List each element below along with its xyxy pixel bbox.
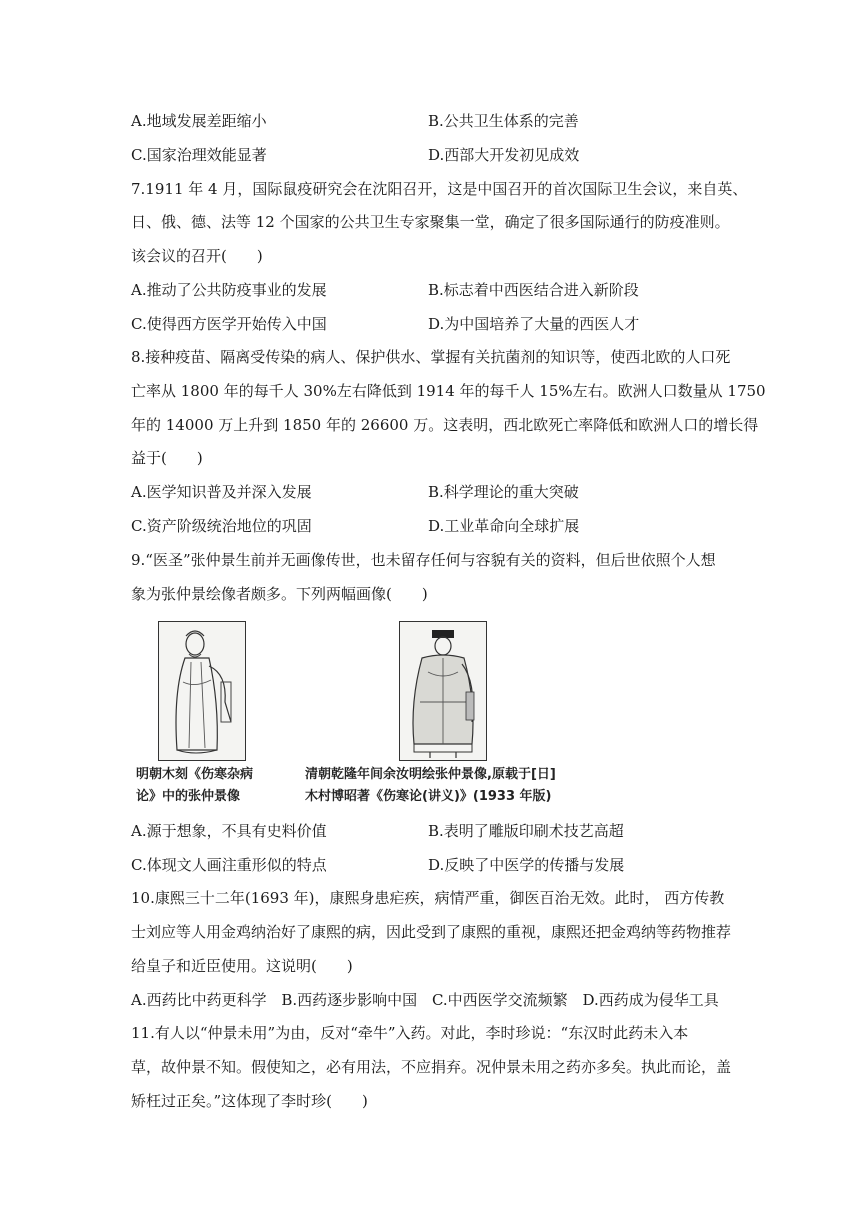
q6-option-a: A.地域发展差距缩小	[131, 112, 267, 130]
portrait-qing-painting	[399, 621, 487, 761]
q8-stem-line-3: 年的 14000 万上升到 1850 年的 26600 万。这表明，西北欧死亡率降低和欧洲人口的增长得	[131, 416, 759, 434]
q8-stem-line-4: 益于( )	[131, 449, 203, 467]
q9-option-a: A.源于想象，不具有史料价值	[131, 822, 327, 840]
q7-option-d: D.为中国培养了大量的西医人才	[428, 315, 640, 333]
q10-option-c: C.中西医学交流频繁	[431, 991, 568, 1009]
q6-option-b: B.公共卫生体系的完善	[428, 112, 579, 130]
q7-option-c: C.使得西方医学开始传入中国	[131, 315, 327, 333]
q8-option-d: D.工业革命向全球扩展	[428, 517, 580, 535]
q10-stem-line-3: 给皇子和近臣使用。这说明( )	[131, 957, 353, 975]
q10-option-d: D.西药成为侵华工具	[582, 991, 719, 1009]
q6-option-c: C.国家治理效能显著	[131, 146, 267, 164]
q9-option-b: B.表明了雕版印刷术技艺高超	[428, 822, 624, 840]
q10-options	[131, 990, 729, 1010]
q10-option-b: B.西药逐步影响中国	[281, 991, 418, 1009]
caption-left-line-1: 明朝木刻《伤寒杂病	[136, 767, 254, 782]
q9-stem-line-1: 9.“医圣”张仲景生前并无画像传世，也未留存任何与容貌有关的资料，但后世依照个人想	[131, 551, 716, 569]
caption-right-line-1: 清朝乾隆年间余汝明绘张仲景像,原载于[日]	[305, 767, 556, 782]
q10-option-a: A.西药比中药更科学	[131, 991, 267, 1009]
q8-option-b: B.科学理论的重大突破	[428, 483, 579, 501]
q8-option-a: A.医学知识普及并深入发展	[131, 483, 312, 501]
q10-stem-line-2: 士刘应等人用金鸡纳治好了康熙的病，因此受到了康熙的重视，康熙还把金鸡纳等药物推荐	[131, 923, 732, 941]
caption-right-line-2: 木村博昭著《伤寒论(讲义)》(1933 年版)	[305, 789, 552, 804]
sage-figure-icon	[159, 622, 245, 760]
q7-stem-line-3: 该会议的召开( )	[131, 247, 263, 265]
q7-option-a: A.推动了公共防疫事业的发展	[131, 281, 327, 299]
scholar-figure-icon	[400, 622, 486, 760]
q7-stem-line-2: 日、俄、德、法等 12 个国家的公共卫生专家聚集一堂，确定了很多国际通行的防疫准则。	[131, 213, 730, 231]
q10-stem-line-1: 10.康熙三十二年(1693 年)，康熙身患疟疾，病情严重，御医百治无效。此时， 西方传教	[131, 889, 725, 907]
q7-option-b: B.标志着中西医结合进入新阶段	[428, 281, 639, 299]
q9-option-c: C.体现文人画注重形似的特点	[131, 856, 327, 874]
portrait-ming-woodcut	[158, 621, 246, 761]
q9-option-d: D.反映了中医学的传播与发展	[428, 856, 625, 874]
q11-stem-line-3: 矫枉过正矣。”这体现了李时珍( )	[131, 1092, 368, 1110]
q9-stem-line-2: 象为张仲景绘像者颇多。下列两幅画像( )	[131, 585, 428, 603]
q11-stem-line-1: 11.有人以“仲景未用”为由，反对“牵牛”入药。对此，李时珍说：“东汉时此药未入本	[131, 1024, 689, 1042]
q8-stem-line-1: 8.接种疫苗、隔离受传染的病人、保护供水、掌握有关抗菌剂的知识等，使西北欧的人口死	[131, 348, 731, 366]
q6-option-d: D.西部大开发初见成效	[428, 146, 580, 164]
caption-left-line-2: 论》中的张仲景像	[136, 789, 241, 804]
q11-stem-line-2: 草，故仲景不知。假使知之，必有用法，不应捐弃。况仲景未用之药亦多矣。执此而论，盖	[131, 1058, 732, 1076]
q8-option-c: C.资产阶级统治地位的巩固	[131, 517, 312, 535]
q7-stem-line-1: 7.1911 年 4 月，国际鼠疫研究会在沈阳召开，这是中国召开的首次国际卫生会议，来自英、	[131, 180, 748, 198]
q8-stem-line-2: 亡率从 1800 年的每千人 30%左右降低到 1914 年的每千人 15%左右。欧洲人口数量从 1750	[131, 382, 766, 400]
